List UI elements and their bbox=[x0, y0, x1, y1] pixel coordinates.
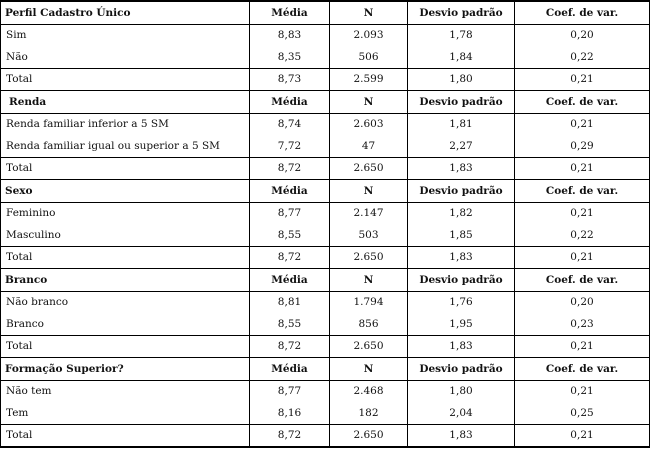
header-desvio-padrao: Desvio padrão bbox=[408, 358, 515, 381]
header-coef-var: Coef. de var. bbox=[515, 180, 650, 203]
row-label: Total bbox=[1, 424, 250, 447]
cell-media: 8,35 bbox=[250, 46, 330, 68]
header-coef-var: Coef. de var. bbox=[515, 269, 650, 292]
row-label: Tem bbox=[1, 402, 250, 424]
table-row-total bbox=[1, 68, 650, 91]
cell-media: 8,16 bbox=[250, 402, 330, 424]
cell-media: 8,72 bbox=[250, 335, 330, 358]
section-title: Sexo bbox=[1, 180, 250, 203]
cell-n: 2.599 bbox=[330, 68, 408, 91]
cell-coef: 0,21 bbox=[515, 335, 650, 358]
table-row-total bbox=[1, 424, 650, 447]
cell-coef: 0,21 bbox=[515, 202, 650, 224]
cell-n: 2.650 bbox=[330, 157, 408, 180]
section-header-formacao-superior bbox=[1, 358, 650, 381]
row-label: Renda familiar igual ou superior a 5 SM bbox=[1, 135, 250, 157]
header-n: N bbox=[330, 180, 408, 203]
cell-n: 2.603 bbox=[330, 113, 408, 135]
cell-coef: 0,21 bbox=[515, 424, 650, 447]
table-row bbox=[1, 224, 650, 246]
header-media: Média bbox=[250, 180, 330, 203]
cell-desvio: 1,84 bbox=[408, 46, 515, 68]
row-label: Total bbox=[1, 335, 250, 358]
cell-coef: 0,22 bbox=[515, 224, 650, 246]
section-header-renda bbox=[1, 91, 650, 114]
row-label: Total bbox=[1, 157, 250, 180]
section-title: Renda bbox=[1, 91, 250, 114]
cell-desvio: 1,80 bbox=[408, 68, 515, 91]
cell-desvio: 1,83 bbox=[408, 335, 515, 358]
row-label: Total bbox=[1, 68, 250, 91]
table-row bbox=[1, 313, 650, 335]
cell-desvio: 2,04 bbox=[408, 402, 515, 424]
cell-n: 2.650 bbox=[330, 335, 408, 358]
header-desvio-padrao: Desvio padrão bbox=[408, 91, 515, 114]
cell-n: 503 bbox=[330, 224, 408, 246]
cell-media: 8,72 bbox=[250, 246, 330, 269]
cell-media: 8,81 bbox=[250, 291, 330, 313]
cell-desvio: 1,80 bbox=[408, 380, 515, 402]
cell-n: 506 bbox=[330, 46, 408, 68]
section-title: Branco bbox=[1, 269, 250, 292]
cell-desvio: 1,82 bbox=[408, 202, 515, 224]
section-header-sexo bbox=[1, 180, 650, 203]
header-n: N bbox=[330, 358, 408, 381]
table-row-total bbox=[1, 157, 650, 180]
cell-coef: 0,21 bbox=[515, 113, 650, 135]
cell-media: 8,72 bbox=[250, 424, 330, 447]
header-media: Média bbox=[250, 358, 330, 381]
table-row bbox=[1, 135, 650, 157]
section-title: Formação Superior? bbox=[1, 358, 250, 381]
cell-n: 182 bbox=[330, 402, 408, 424]
cell-media: 8,73 bbox=[250, 68, 330, 91]
cell-n: 2.650 bbox=[330, 424, 408, 447]
header-coef-var: Coef. de var. bbox=[515, 1, 650, 24]
header-desvio-padrao: Desvio padrão bbox=[408, 180, 515, 203]
header-n: N bbox=[330, 91, 408, 114]
cell-coef: 0,21 bbox=[515, 68, 650, 91]
cell-desvio: 1,83 bbox=[408, 157, 515, 180]
cell-desvio: 1,76 bbox=[408, 291, 515, 313]
cell-media: 8,77 bbox=[250, 202, 330, 224]
header-media: Média bbox=[250, 91, 330, 114]
header-media: Média bbox=[250, 1, 330, 24]
section-title: Perfil Cadastro Único bbox=[1, 1, 250, 24]
cell-n: 2.468 bbox=[330, 380, 408, 402]
header-n: N bbox=[330, 1, 408, 24]
cell-media: 8,83 bbox=[250, 24, 330, 46]
row-label: Masculino bbox=[1, 224, 250, 246]
cell-media: 8,74 bbox=[250, 113, 330, 135]
table-row-total bbox=[1, 246, 650, 269]
row-label: Não tem bbox=[1, 380, 250, 402]
header-media: Média bbox=[250, 269, 330, 292]
header-desvio-padrao: Desvio padrão bbox=[408, 1, 515, 24]
cell-media: 8,72 bbox=[250, 157, 330, 180]
table-row bbox=[1, 202, 650, 224]
row-label: Branco bbox=[1, 313, 250, 335]
cell-n: 2.093 bbox=[330, 24, 408, 46]
row-label: Feminino bbox=[1, 202, 250, 224]
row-label: Não bbox=[1, 46, 250, 68]
cell-coef: 0,20 bbox=[515, 291, 650, 313]
cell-n: 2.650 bbox=[330, 246, 408, 269]
table-row bbox=[1, 113, 650, 135]
cell-n: 856 bbox=[330, 313, 408, 335]
cell-coef: 0,20 bbox=[515, 24, 650, 46]
table-row-total bbox=[1, 335, 650, 358]
cell-desvio: 1,83 bbox=[408, 246, 515, 269]
row-label: Total bbox=[1, 246, 250, 269]
table-row bbox=[1, 46, 650, 68]
cell-coef: 0,25 bbox=[515, 402, 650, 424]
table-row bbox=[1, 291, 650, 313]
cell-desvio: 1,95 bbox=[408, 313, 515, 335]
header-desvio-padrao: Desvio padrão bbox=[408, 269, 515, 292]
cell-coef: 0,23 bbox=[515, 313, 650, 335]
cell-coef: 0,21 bbox=[515, 246, 650, 269]
row-label: Não branco bbox=[1, 291, 250, 313]
cell-n: 47 bbox=[330, 135, 408, 157]
cell-coef: 0,22 bbox=[515, 46, 650, 68]
cell-desvio: 1,81 bbox=[408, 113, 515, 135]
cell-media: 8,77 bbox=[250, 380, 330, 402]
cell-coef: 0,21 bbox=[515, 157, 650, 180]
cell-desvio: 1,83 bbox=[408, 424, 515, 447]
header-coef-var: Coef. de var. bbox=[515, 358, 650, 381]
table-row bbox=[1, 402, 650, 424]
cell-media: 7,72 bbox=[250, 135, 330, 157]
header-n: N bbox=[330, 269, 408, 292]
cell-n: 2.147 bbox=[330, 202, 408, 224]
section-header-branco bbox=[1, 269, 650, 292]
cell-n: 1.794 bbox=[330, 291, 408, 313]
cell-coef: 0,29 bbox=[515, 135, 650, 157]
row-label: Sim bbox=[1, 24, 250, 46]
section-header-perfil-cadastro-unico bbox=[1, 1, 650, 24]
cell-desvio: 1,78 bbox=[408, 24, 515, 46]
cell-media: 8,55 bbox=[250, 313, 330, 335]
table-row bbox=[1, 380, 650, 402]
cell-desvio: 2,27 bbox=[408, 135, 515, 157]
header-coef-var: Coef. de var. bbox=[515, 91, 650, 114]
row-label: Renda familiar inferior a 5 SM bbox=[1, 113, 250, 135]
cell-media: 8,55 bbox=[250, 224, 330, 246]
cell-coef: 0,21 bbox=[515, 380, 650, 402]
table-row bbox=[1, 24, 650, 46]
cell-desvio: 1,85 bbox=[408, 224, 515, 246]
